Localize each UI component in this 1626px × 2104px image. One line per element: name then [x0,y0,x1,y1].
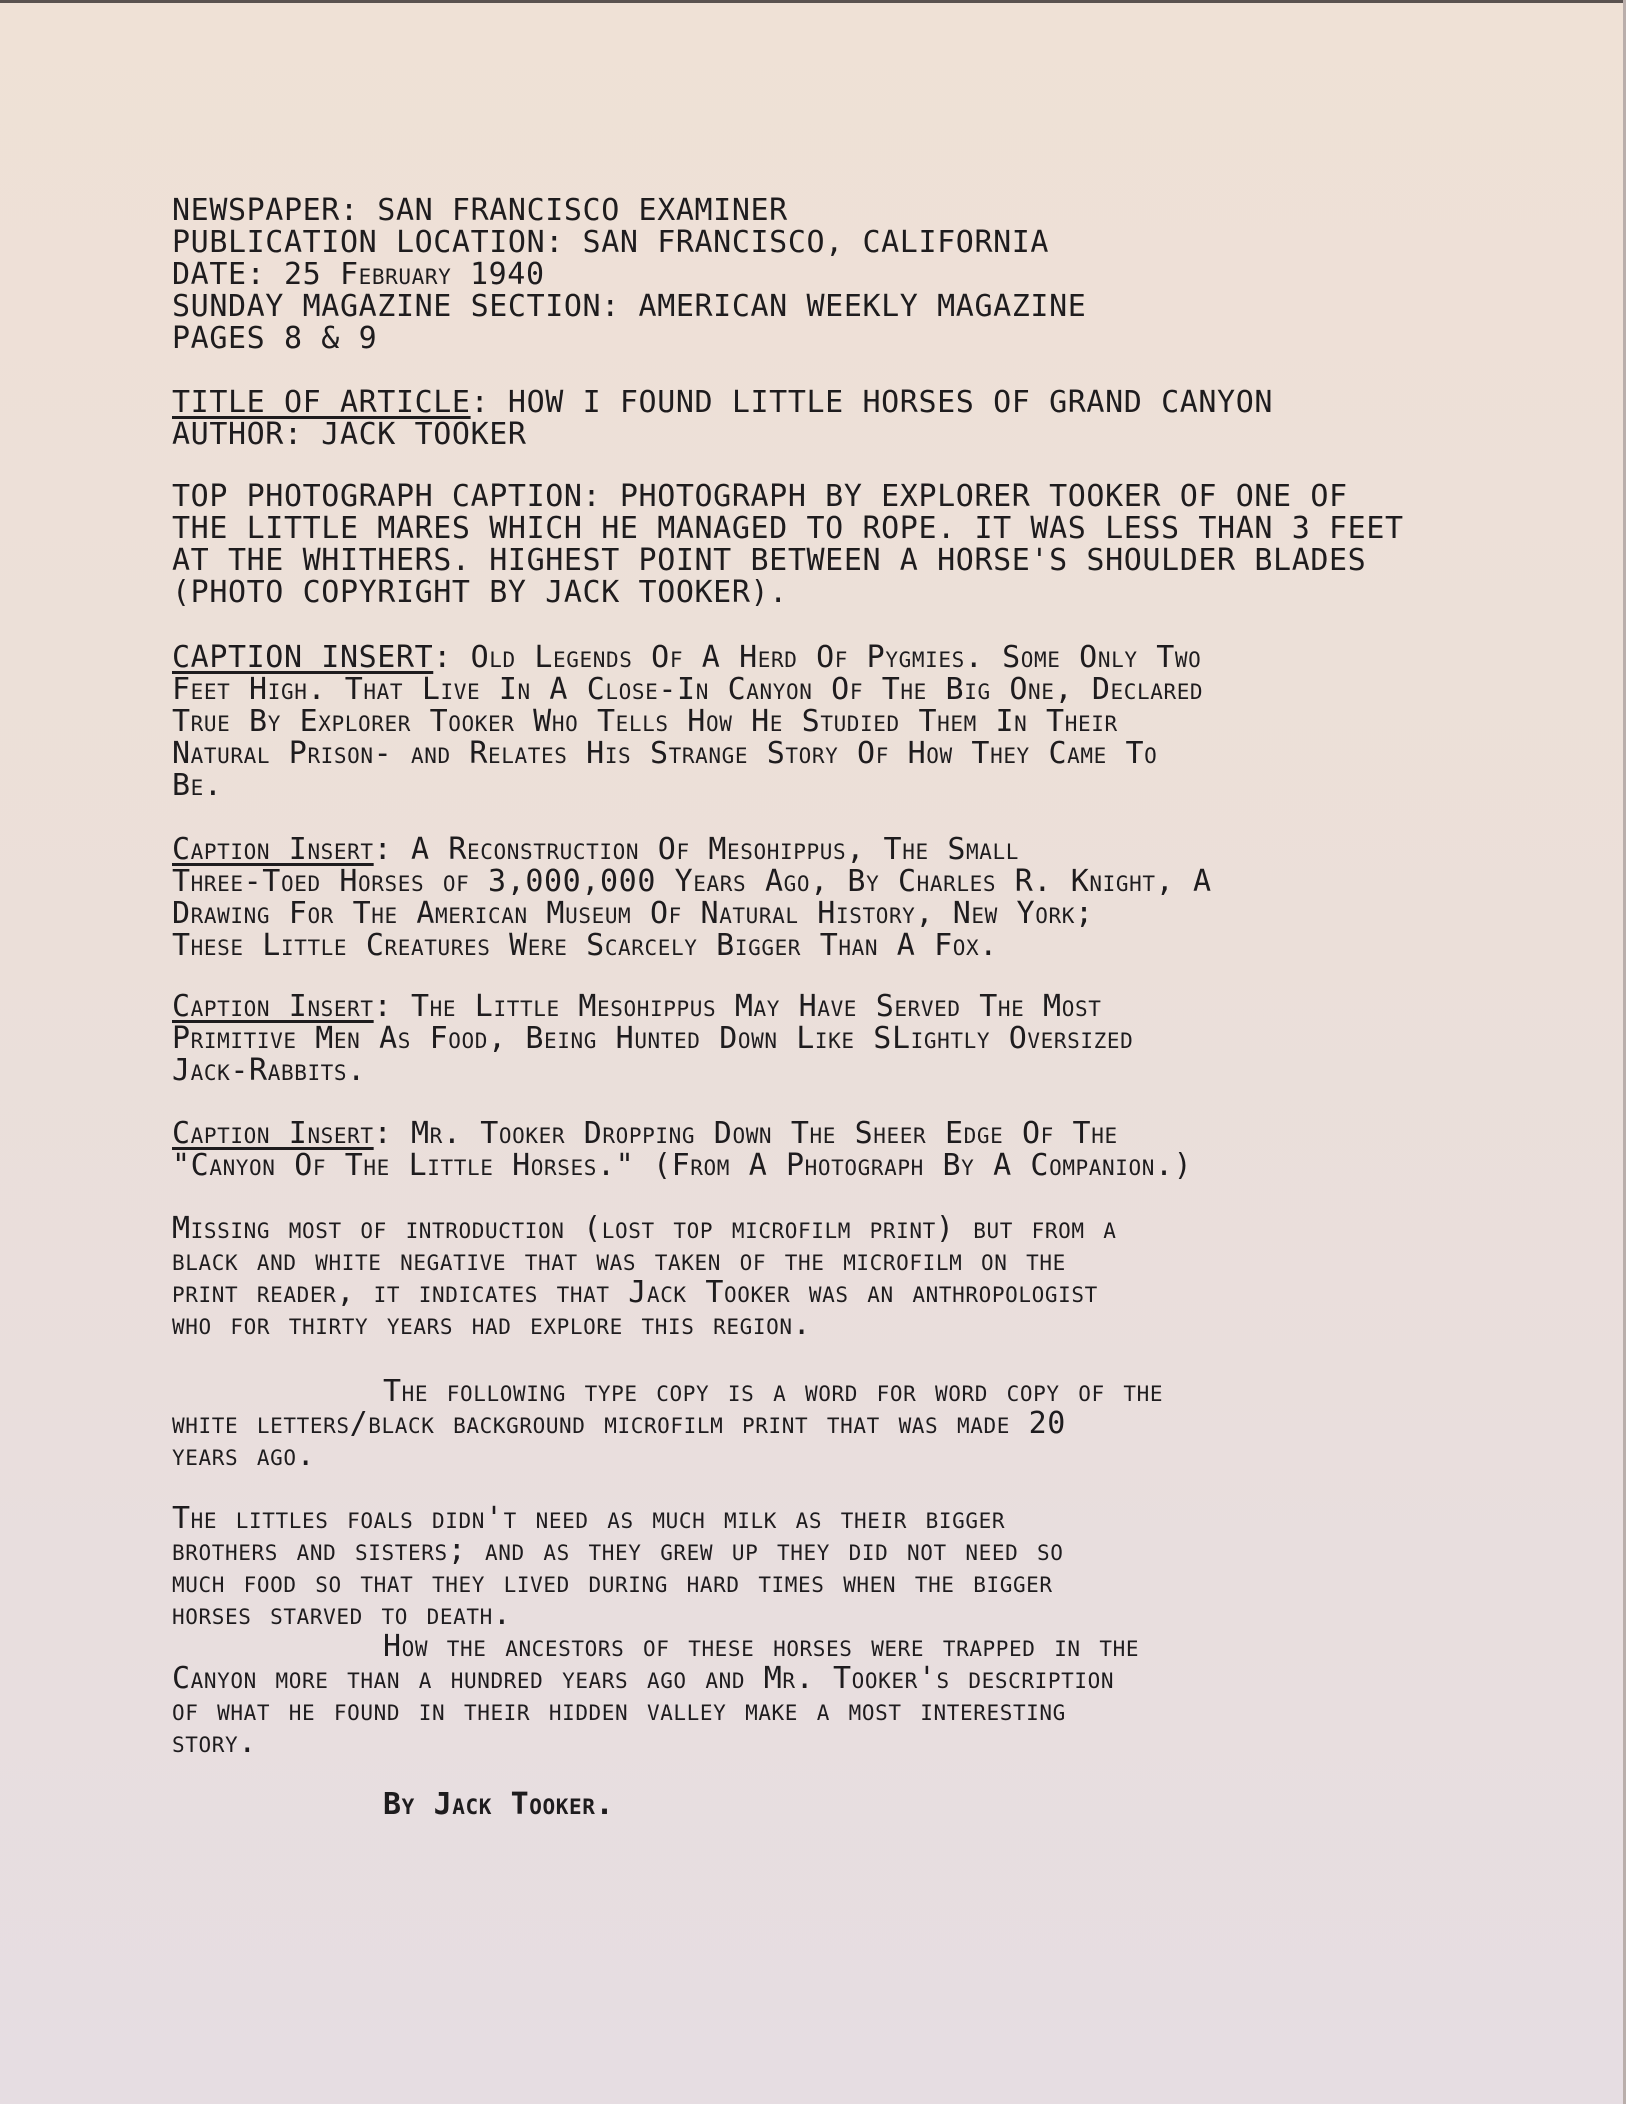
caption-insert-text: : The Little Mesohippus May Have Served The Most [373,989,1102,1024]
caption-insert-text: : A Reconstruction Of Mesohippus, The Small [373,832,1019,867]
caption-line: (PHOTO COPYRIGHT BY JACK TOOKER). [172,575,788,610]
note-line: years ago. [172,1438,316,1473]
article-body [172,1503,1139,1759]
byline: By Jack Tooker. [383,1787,615,1822]
caption-insert-label: CAPTION INSERT [172,640,434,675]
article-title-label: TITLE OF ARTICLE [172,385,471,420]
caption-insert-first-line [172,642,1203,674]
caption-insert [172,1118,1192,1182]
caption-line: Feet High. That Live In A Close-In Canyon Of The Big One, Declared [172,672,1204,707]
note-line: who for thirty years had explore this region. [172,1307,812,1342]
body-line: of what he found in their hidden valley make a most interesting [172,1693,1066,1728]
caption-insert [172,834,1212,962]
body-line: Canyon more than a hundred years ago and Mr. Tooker's description [172,1661,1115,1696]
note-line: The following type copy is a word for word copy of the [383,1374,1164,1409]
caption-line: "Canyon Of The Little Horses." (From A Photograph By A Companion.) [172,1148,1193,1183]
caption-line: AT THE WHITHERS. HIGHEST POINT BETWEEN A HORSE'S SHOULDER BLADES [172,543,1367,578]
caption-insert-first-line [172,991,1133,1023]
caption-insert-label: Caption Insert [172,989,374,1024]
caption-insert-label: Caption Insert [172,1116,374,1151]
header-line: DATE: 25 February 1940 [172,257,545,292]
caption-line: True By Explorer Tooker Who Tells How He Studied Them In Their [172,704,1118,739]
caption-line: Three-Toed Horses of 3,000,000 Years Ago, By Charles R. Knight, A [172,864,1212,899]
caption-insert-label: Caption Insert [172,832,374,867]
note-line: black and white negative that was taken of the microfilm on the [172,1243,1066,1278]
note-line: Missing most of introduction (lost top microfilm print) but from a [172,1211,1117,1246]
caption-line: THE LITTLE MARES WHICH HE MANAGED TO ROPE. IT WAS LESS THAN 3 FEET [172,511,1404,546]
caption-line: Jack-Rabbits. [172,1053,366,1088]
caption-line: Be. [172,768,223,803]
newspaper-header [172,195,1086,355]
byline-block [172,1789,614,1821]
body-line: much food so that they lived during hard times when the bigger [172,1565,1053,1600]
caption-line: Natural Prison- and Relates His Strange Story Of How They Came To [172,736,1158,771]
article-author: AUTHOR: JACK TOOKER [172,417,527,452]
article-title-line [172,387,1273,419]
article-title: : HOW I FOUND LITTLE HORSES OF GRAND CANYON [470,385,1274,420]
body-line: story. [172,1725,257,1760]
body-line: horses starved to death. [172,1597,512,1632]
header-line: SUNDAY MAGAZINE SECTION: AMERICAN WEEKLY MAGAZINE [172,289,1087,324]
caption-insert [172,642,1203,802]
header-line: PUBLICATION LOCATION: SAN FRANCISCO, CALIFORNIA [172,225,1050,260]
top-photograph-caption [172,481,1404,609]
body-line: brothers and sisters; and as they grew up they did not need so [172,1533,1064,1568]
body-line: The littles foals didn't need as much milk as their bigger [172,1501,1006,1536]
note-line: white letters/black background microfilm print that was made 20 [172,1406,1066,1441]
caption-line: Drawing For The American Museum Of Natural History, New York; [172,896,1094,931]
caption-line: TOP PHOTOGRAPH CAPTION: PHOTOGRAPH BY EXPLORER TOOKER OF ONE OF [172,479,1348,514]
header-line: PAGES 8 & 9 [172,321,378,356]
note-line: print reader, it indicates that Jack Tooker was an anthropologist [172,1275,1098,1310]
caption-line: These Little Creatures Were Scarcely Bigger Than A Fox. [172,928,998,963]
caption-insert-first-line [172,834,1212,866]
body-line: How the ancestors of these horses were trapped in the [383,1629,1140,1664]
caption-insert [172,991,1133,1087]
caption-insert-text: : Old Legends Of A Herd Of Pygmies. Some Only Two [433,640,1202,675]
type-copy-note [172,1376,1163,1472]
article-info [172,387,1273,451]
caption-insert-first-line [172,1118,1192,1150]
caption-line: Primitive Men As Food, Being Hunted Down Like SLightly Oversized [172,1021,1134,1056]
page-top-edge [0,0,1626,3]
header-line: NEWSPAPER: SAN FRANCISCO EXAMINER [172,193,788,228]
missing-introduction-note [172,1213,1116,1341]
caption-insert-text: : Mr. Tooker Dropping Down The Sheer Edge Of The [373,1116,1118,1151]
